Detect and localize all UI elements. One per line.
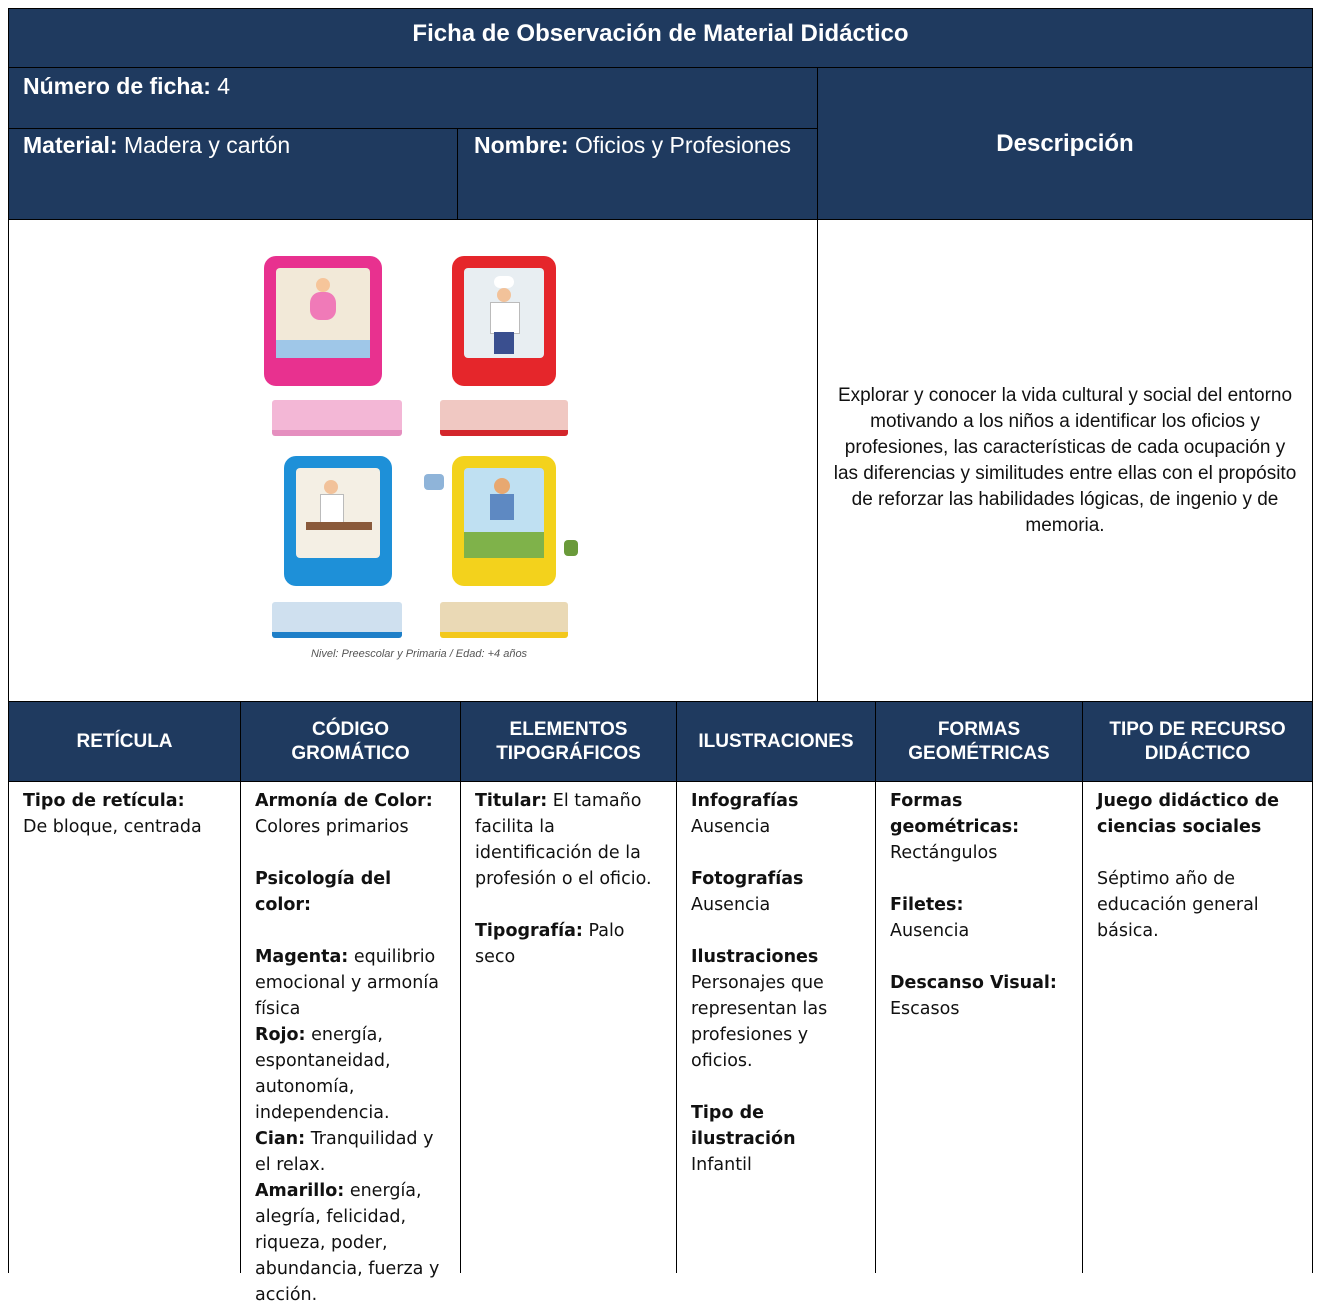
stand-cyan (272, 602, 402, 638)
formas-cell (875, 781, 1082, 1273)
tipo-ilustracion-value: Infantil (691, 1155, 752, 1175)
filetes-label: Filetes: (890, 895, 964, 915)
formas-value: Rectángulos (890, 843, 998, 863)
card-yellow (452, 456, 556, 586)
amarillo-value: energía, alegría, felicidad, riqueza, poder, abundancia, fuerza y acción. (255, 1181, 440, 1305)
material-cell (9, 128, 457, 219)
rojo-value: energía, espontaneidad, autonomía, independencia. (255, 1025, 391, 1123)
descanso-label: Descanso Visual: (890, 973, 1057, 993)
tipografia-value: Palo seco (475, 921, 625, 967)
nombre-label: Nombre: (474, 132, 569, 158)
amarillo-label: Amarillo: (255, 1181, 345, 1201)
magenta-value: equilibrio emocional y armonía física (255, 947, 439, 1019)
juego-value: Séptimo año de educación general básica. (1097, 869, 1259, 941)
colhead-recurso (1082, 701, 1312, 781)
armonia-label: Armonía de Color: (255, 791, 433, 811)
numero-ficha-value: 4 (217, 73, 231, 99)
card-red (452, 256, 556, 386)
colhead-tipograficos (460, 701, 676, 781)
formas-label: Formas geométricas: (890, 791, 1020, 837)
juego-label: Juego didáctico de ciencias sociales (1097, 791, 1279, 837)
ilustraciones-value: Personajes que representan las profesiones y oficios. (691, 973, 828, 1071)
descripcion-header-text: Descripción (996, 129, 1134, 157)
tipo-ilustracion-label: Tipo de ilustración (691, 1103, 796, 1149)
fotografias-value: Ausencia (691, 895, 771, 915)
ilustraciones-label: Ilustraciones (691, 947, 819, 967)
nombre-value: Oficios y Profesiones (574, 132, 791, 158)
material-value: Madera y cartón (123, 132, 291, 158)
colhead-codigo-text: CÓDIGO GROMÁTICO (291, 718, 410, 764)
descripcion-text: Explorar y conocer la vida cultural y social del entorno motivando a los niños a identificar los oficios y profesiones, las características de cada ocupación y las diferencias y similitudes entre ellas con el propósito de reforzar las habilidades lógicas, de ingenio y de memoria. (833, 384, 1297, 536)
ilustraciones-cell (676, 781, 875, 1273)
infografias-label: Infografías (691, 791, 799, 811)
filetes-value: Ausencia (890, 921, 970, 941)
fotografias-label: Fotografías (691, 869, 804, 889)
colhead-ilustraciones-text: ILUSTRACIONES (698, 730, 854, 752)
colhead-formas (875, 701, 1082, 781)
colhead-ilustraciones (676, 701, 875, 781)
reticula-label: Tipo de retícula: (23, 791, 185, 811)
descanso-value: Escasos (890, 999, 960, 1019)
colhead-codigo (240, 701, 460, 781)
colhead-tipograficos-text: ELEMENTOS TIPOGRÁFICOS (496, 718, 641, 764)
rojo-label: Rojo: (255, 1025, 306, 1045)
colhead-formas-text: FORMAS GEOMÉTRICAS (908, 718, 1050, 764)
psicologia-label: Psicología del color: (255, 869, 392, 915)
colhead-reticula-text: RETÍCULA (76, 730, 173, 752)
material-label: Material: (23, 132, 118, 158)
puzzle-piece-blue (424, 474, 444, 490)
nombre-cell (457, 128, 817, 219)
titular-label: Titular: (475, 791, 548, 811)
reticula-cell (9, 781, 240, 1273)
magenta-label: Magenta: (255, 947, 349, 967)
colhead-reticula (9, 701, 240, 781)
numero-ficha-label: Número de ficha: (23, 73, 211, 99)
puzzle-piece-green (564, 540, 578, 556)
cian-label: Cian: (255, 1129, 306, 1149)
stand-magenta (272, 400, 402, 436)
image-caption: Nivel: Preescolar y Primaria / Edad: +4 años (310, 648, 528, 660)
card-magenta (264, 256, 382, 386)
stand-red (440, 400, 568, 436)
armonia-value: Colores primarios (255, 817, 409, 837)
cian-value: Tranquilidad y el relax. (255, 1129, 434, 1175)
descripcion-cell (817, 219, 1312, 701)
colhead-recurso-text: TIPO DE RECURSO DIDÁCTICO (1109, 718, 1286, 764)
reticula-value: De bloque, centrada (23, 817, 202, 837)
numero-ficha-cell (9, 67, 817, 128)
titular-value: El tamaño facilita la identificación de la profesión o el oficio. (475, 791, 652, 889)
tipograficos-cell (460, 781, 676, 1273)
stand-yellow (440, 602, 568, 638)
sheet-title-text: Ficha de Observación de Material Didáctico (412, 20, 909, 47)
codigo-cell (240, 781, 460, 1305)
card-cyan (284, 456, 392, 586)
image-cell (9, 219, 817, 701)
infografias-value: Ausencia (691, 817, 771, 837)
product-image (254, 250, 574, 670)
sheet-title (9, 9, 1312, 67)
tipografia-label: Tipografía: (475, 921, 583, 941)
recurso-cell (1082, 781, 1312, 1273)
descripcion-header (817, 67, 1312, 219)
